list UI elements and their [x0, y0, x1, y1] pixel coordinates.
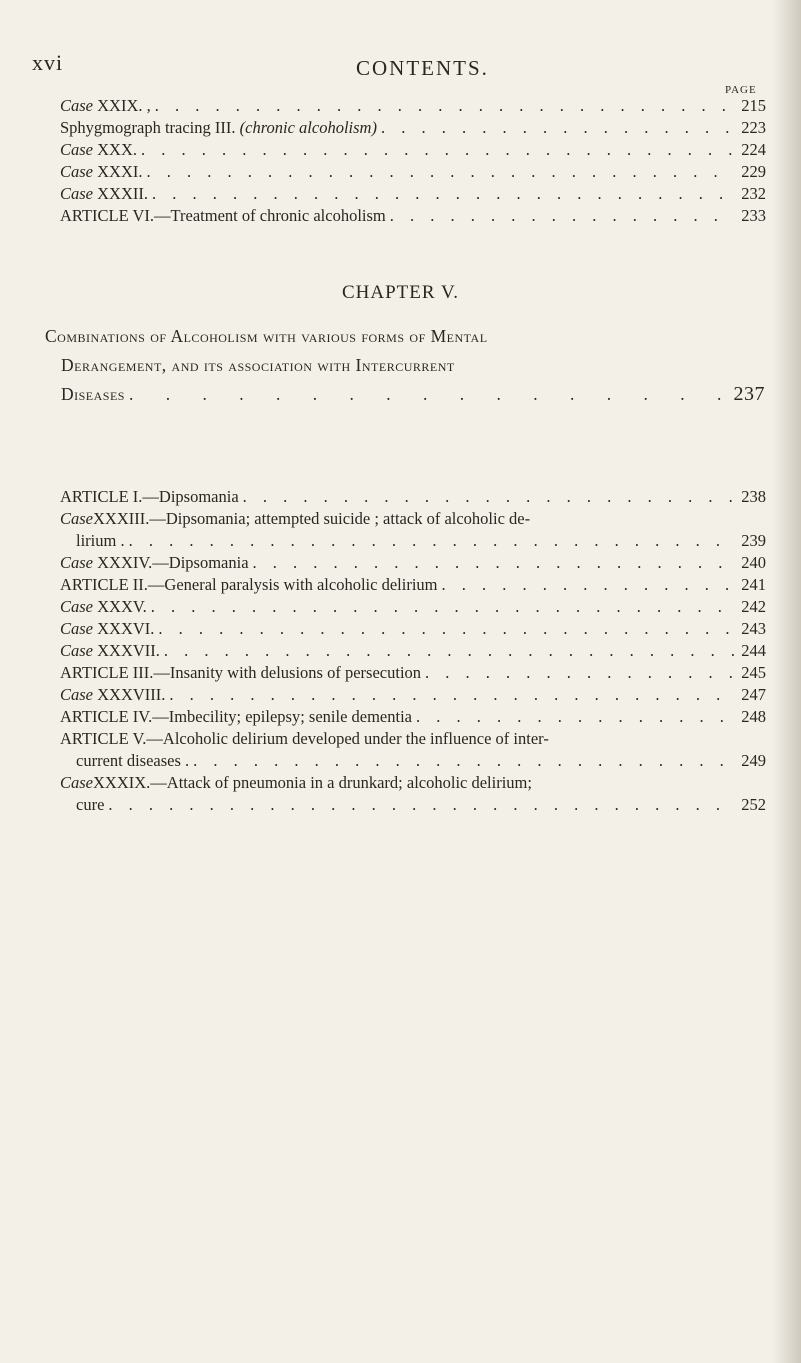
- toc-entry: [60, 96, 766, 118]
- entry-page: 232: [741, 184, 766, 203]
- chapter-title-text: Diseases: [61, 384, 125, 404]
- entry-page: 243: [741, 619, 766, 638]
- dot-leaders: [425, 663, 734, 683]
- dot-leaders: [155, 96, 734, 116]
- dot-leaders: [129, 531, 734, 551]
- entry-text: XXIX. ,: [93, 96, 151, 115]
- dot-leaders: [152, 184, 734, 204]
- dot-leaders: [390, 206, 734, 226]
- entry-text: XXXIV.—Dipsomania: [93, 553, 249, 572]
- entry-page: 240: [741, 553, 766, 572]
- entry-text: XXXVI.: [93, 619, 155, 638]
- page-column-label: PAGE: [725, 84, 757, 96]
- chapter-title-line: [45, 380, 765, 409]
- case-label: Case: [60, 773, 93, 792]
- entry-page: 238: [741, 487, 766, 506]
- toc-entry: [60, 487, 766, 509]
- dot-leaders: [108, 795, 734, 815]
- entry-page: 233: [741, 206, 766, 225]
- entry-text: ARTICLE VI.—Treatment of chronic alcoholism: [60, 206, 386, 225]
- toc-entry: [60, 619, 766, 641]
- page-number: xvi: [32, 50, 64, 75]
- entry-page: 239: [741, 531, 766, 550]
- dot-leaders: [169, 685, 734, 705]
- toc-entry-line: [60, 729, 766, 751]
- entry-page: 248: [741, 707, 766, 726]
- case-label: Case: [60, 597, 93, 616]
- toc-entry: [60, 206, 766, 228]
- case-label: Case: [60, 184, 93, 203]
- toc-entry: [60, 531, 766, 553]
- contents-list-top: [60, 96, 766, 228]
- entry-text: current diseases .: [76, 751, 190, 770]
- dot-leaders: [243, 487, 734, 507]
- entry-text: lirium .: [76, 531, 125, 550]
- dot-leaders: [129, 380, 730, 409]
- entry-page: 242: [741, 597, 766, 616]
- toc-entry: [60, 184, 766, 206]
- entry-text: ARTICLE I.—Dipsomania: [60, 487, 239, 506]
- chapter-title: [45, 322, 765, 409]
- toc-entry: [60, 597, 766, 619]
- toc-entry: [60, 751, 766, 773]
- case-label: Case: [60, 140, 93, 159]
- dot-leaders: [158, 619, 734, 639]
- dot-leaders: [381, 118, 734, 138]
- entry-text: XXXI.: [93, 162, 143, 181]
- toc-entry: [60, 641, 766, 663]
- dot-leaders: [442, 575, 735, 595]
- entry-page: 252: [741, 795, 766, 814]
- dot-leaders: [147, 162, 735, 182]
- dot-leaders: [151, 597, 734, 617]
- toc-entry-line: [60, 773, 766, 795]
- entry-page: 229: [741, 162, 766, 181]
- entry-text: XXXV.: [93, 597, 147, 616]
- entry-page: 241: [741, 575, 766, 594]
- entry-text: XXX.: [93, 140, 137, 159]
- entry-text: XXXII.: [93, 184, 148, 203]
- entry-text: ARTICLE II.—General paralysis with alcoholic delirium: [60, 575, 438, 594]
- entry-text: XXXIII.—Dipsomania; attempted suicide ; attack of alcoholic de-: [93, 509, 531, 528]
- entry-text: ARTICLE IV.—Imbecility; epilepsy; senile dementia: [60, 707, 413, 726]
- chapter-heading: CHAPTER V.: [342, 282, 459, 303]
- entry-page: 245: [741, 663, 766, 682]
- toc-entry-line: [60, 509, 766, 531]
- entry-page: 215: [741, 96, 766, 115]
- entry-italic-note: (chronic alcoholism): [239, 118, 377, 137]
- case-label: Case: [60, 509, 93, 528]
- case-label: Case: [60, 96, 93, 115]
- entry-text: XXXVII.: [93, 641, 160, 660]
- chapter-page: 237: [733, 383, 765, 405]
- running-head: CONTENTS.: [356, 56, 489, 80]
- dot-leaders: [253, 553, 734, 573]
- toc-entry: [60, 118, 766, 140]
- entry-text: Sphygmograph tracing III.: [60, 118, 240, 137]
- page-edge-shadow: [773, 0, 801, 1363]
- case-label: Case: [60, 685, 93, 704]
- toc-entry: [60, 663, 766, 685]
- case-label: Case: [60, 162, 93, 181]
- toc-entry: [60, 795, 766, 817]
- toc-entry: [60, 685, 766, 707]
- entry-text: ARTICLE V.—Alcoholic delirium developed under the influence of inter-: [60, 729, 549, 748]
- entry-text: cure: [76, 795, 105, 814]
- case-label: Case: [60, 553, 93, 572]
- toc-entry: [60, 553, 766, 575]
- case-label: Case: [60, 641, 93, 660]
- toc-entry: [60, 140, 766, 162]
- entry-page: 249: [741, 751, 766, 770]
- entry-page: 223: [741, 118, 766, 137]
- entry-text: ARTICLE III.—Insanity with delusions of persecution: [60, 663, 422, 682]
- entry-text: XXXIX.—Attack of pneumonia in a drunkard; alcoholic delirium;: [93, 773, 532, 792]
- dot-leaders: [193, 751, 734, 771]
- contents-list-bottom: [60, 487, 766, 817]
- entry-page: 244: [741, 641, 766, 660]
- chapter-title-line: Derangement, and its association with Intercurrent: [61, 355, 455, 375]
- chapter-title-line: Combinations of Alcoholism with various forms of Mental: [45, 326, 488, 346]
- toc-entry: [60, 575, 766, 597]
- entry-page: 247: [741, 685, 766, 704]
- dot-leaders: [164, 641, 734, 661]
- dot-leaders: [141, 140, 734, 160]
- case-label: Case: [60, 619, 93, 638]
- dot-leaders: [416, 707, 734, 727]
- entry-text: XXXVIII.: [93, 685, 166, 704]
- toc-entry: [60, 707, 766, 729]
- toc-entry: [60, 162, 766, 184]
- entry-page: 224: [741, 140, 766, 159]
